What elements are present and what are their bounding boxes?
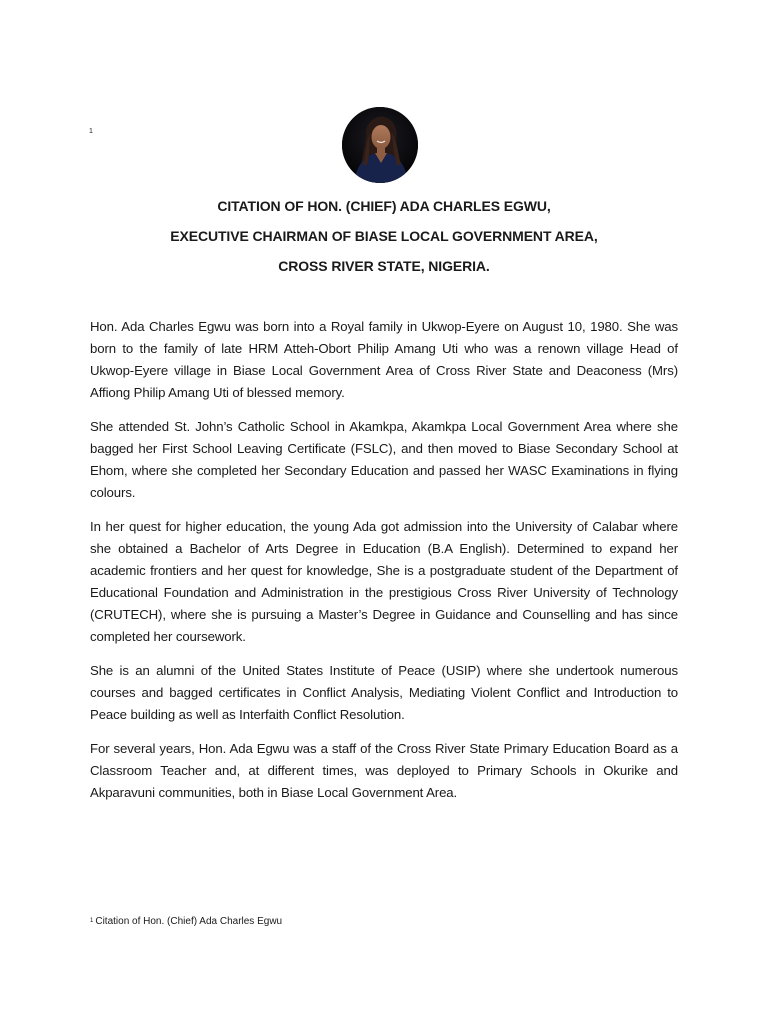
title-line-1: CITATION OF HON. (CHIEF) ADA CHARLES EGWU,	[217, 198, 551, 214]
footnote-text: Citation of Hon. (Chief) Ada Charles Egwu	[95, 916, 283, 927]
paragraph-career: For several years, Hon. Ada Egwu was a staff of the Cross River State Primary Education Board as a Classroom Teacher and, at different times, was deployed to Primary Schools in Okurike and Akparavuni communities, both in Biase Local Government Area.	[90, 741, 678, 800]
title-line-3: CROSS RIVER STATE, NIGERIA.	[278, 258, 490, 274]
paragraph-usip: She is an alumni of the United States Institute of Peace (USIP) where she undertook numerous courses and bagged certificates in Conflict Analysis, Mediating Violent Conflict and Introduction to Peace building as well as Interfaith Conflict Resolution.	[90, 663, 678, 722]
paragraph-higher-education: In her quest for higher education, the young Ada got admission into the University of Calabar where she obtained a Bachelor of Arts Degree in Education (B.A English). Determined to expand her academic frontiers and her quest for knowledge, She is a postgraduate student of the Department of Educational Foundation and Administration in the prestigious Cross River University of Technology (CRUTECH), where she is pursuing a Master’s Degree in Guidance and Counselling and has since completed her coursework.	[90, 519, 678, 644]
portrait-image	[342, 107, 418, 183]
paragraph-birth: Hon. Ada Charles Egwu was born into a Royal family in Ukwop-Eyere on August 10, 1980. She was born to the family of late HRM Atteh-Obort Philip Amang Uti who was a renown village Head of Ukwop-Eyere village in Biase Local Government Area of Cross River State and Deaconess (Mrs) Affiong Philip Amang Uti of blessed memory.	[90, 319, 678, 400]
title-line-2: EXECUTIVE CHAIRMAN OF BIASE LOCAL GOVERNMENT AREA,	[170, 228, 598, 244]
citation-title	[90, 191, 678, 281]
footnote-number: 1	[90, 918, 94, 924]
footnote-reference-marker: 1	[89, 128, 93, 135]
citation-body	[90, 316, 678, 816]
paragraph-early-education: She attended St. John’s Catholic School in Akamkpa, Akamkpa Local Government Area where she bagged her First School Leaving Certificate (FSLC), and then moved to Biase Secondary School at Ehom, where she completed her Secondary Education and passed her WASC Examinations in flying colours.	[90, 419, 678, 500]
footnote	[90, 915, 282, 929]
portrait-photo	[342, 107, 418, 183]
